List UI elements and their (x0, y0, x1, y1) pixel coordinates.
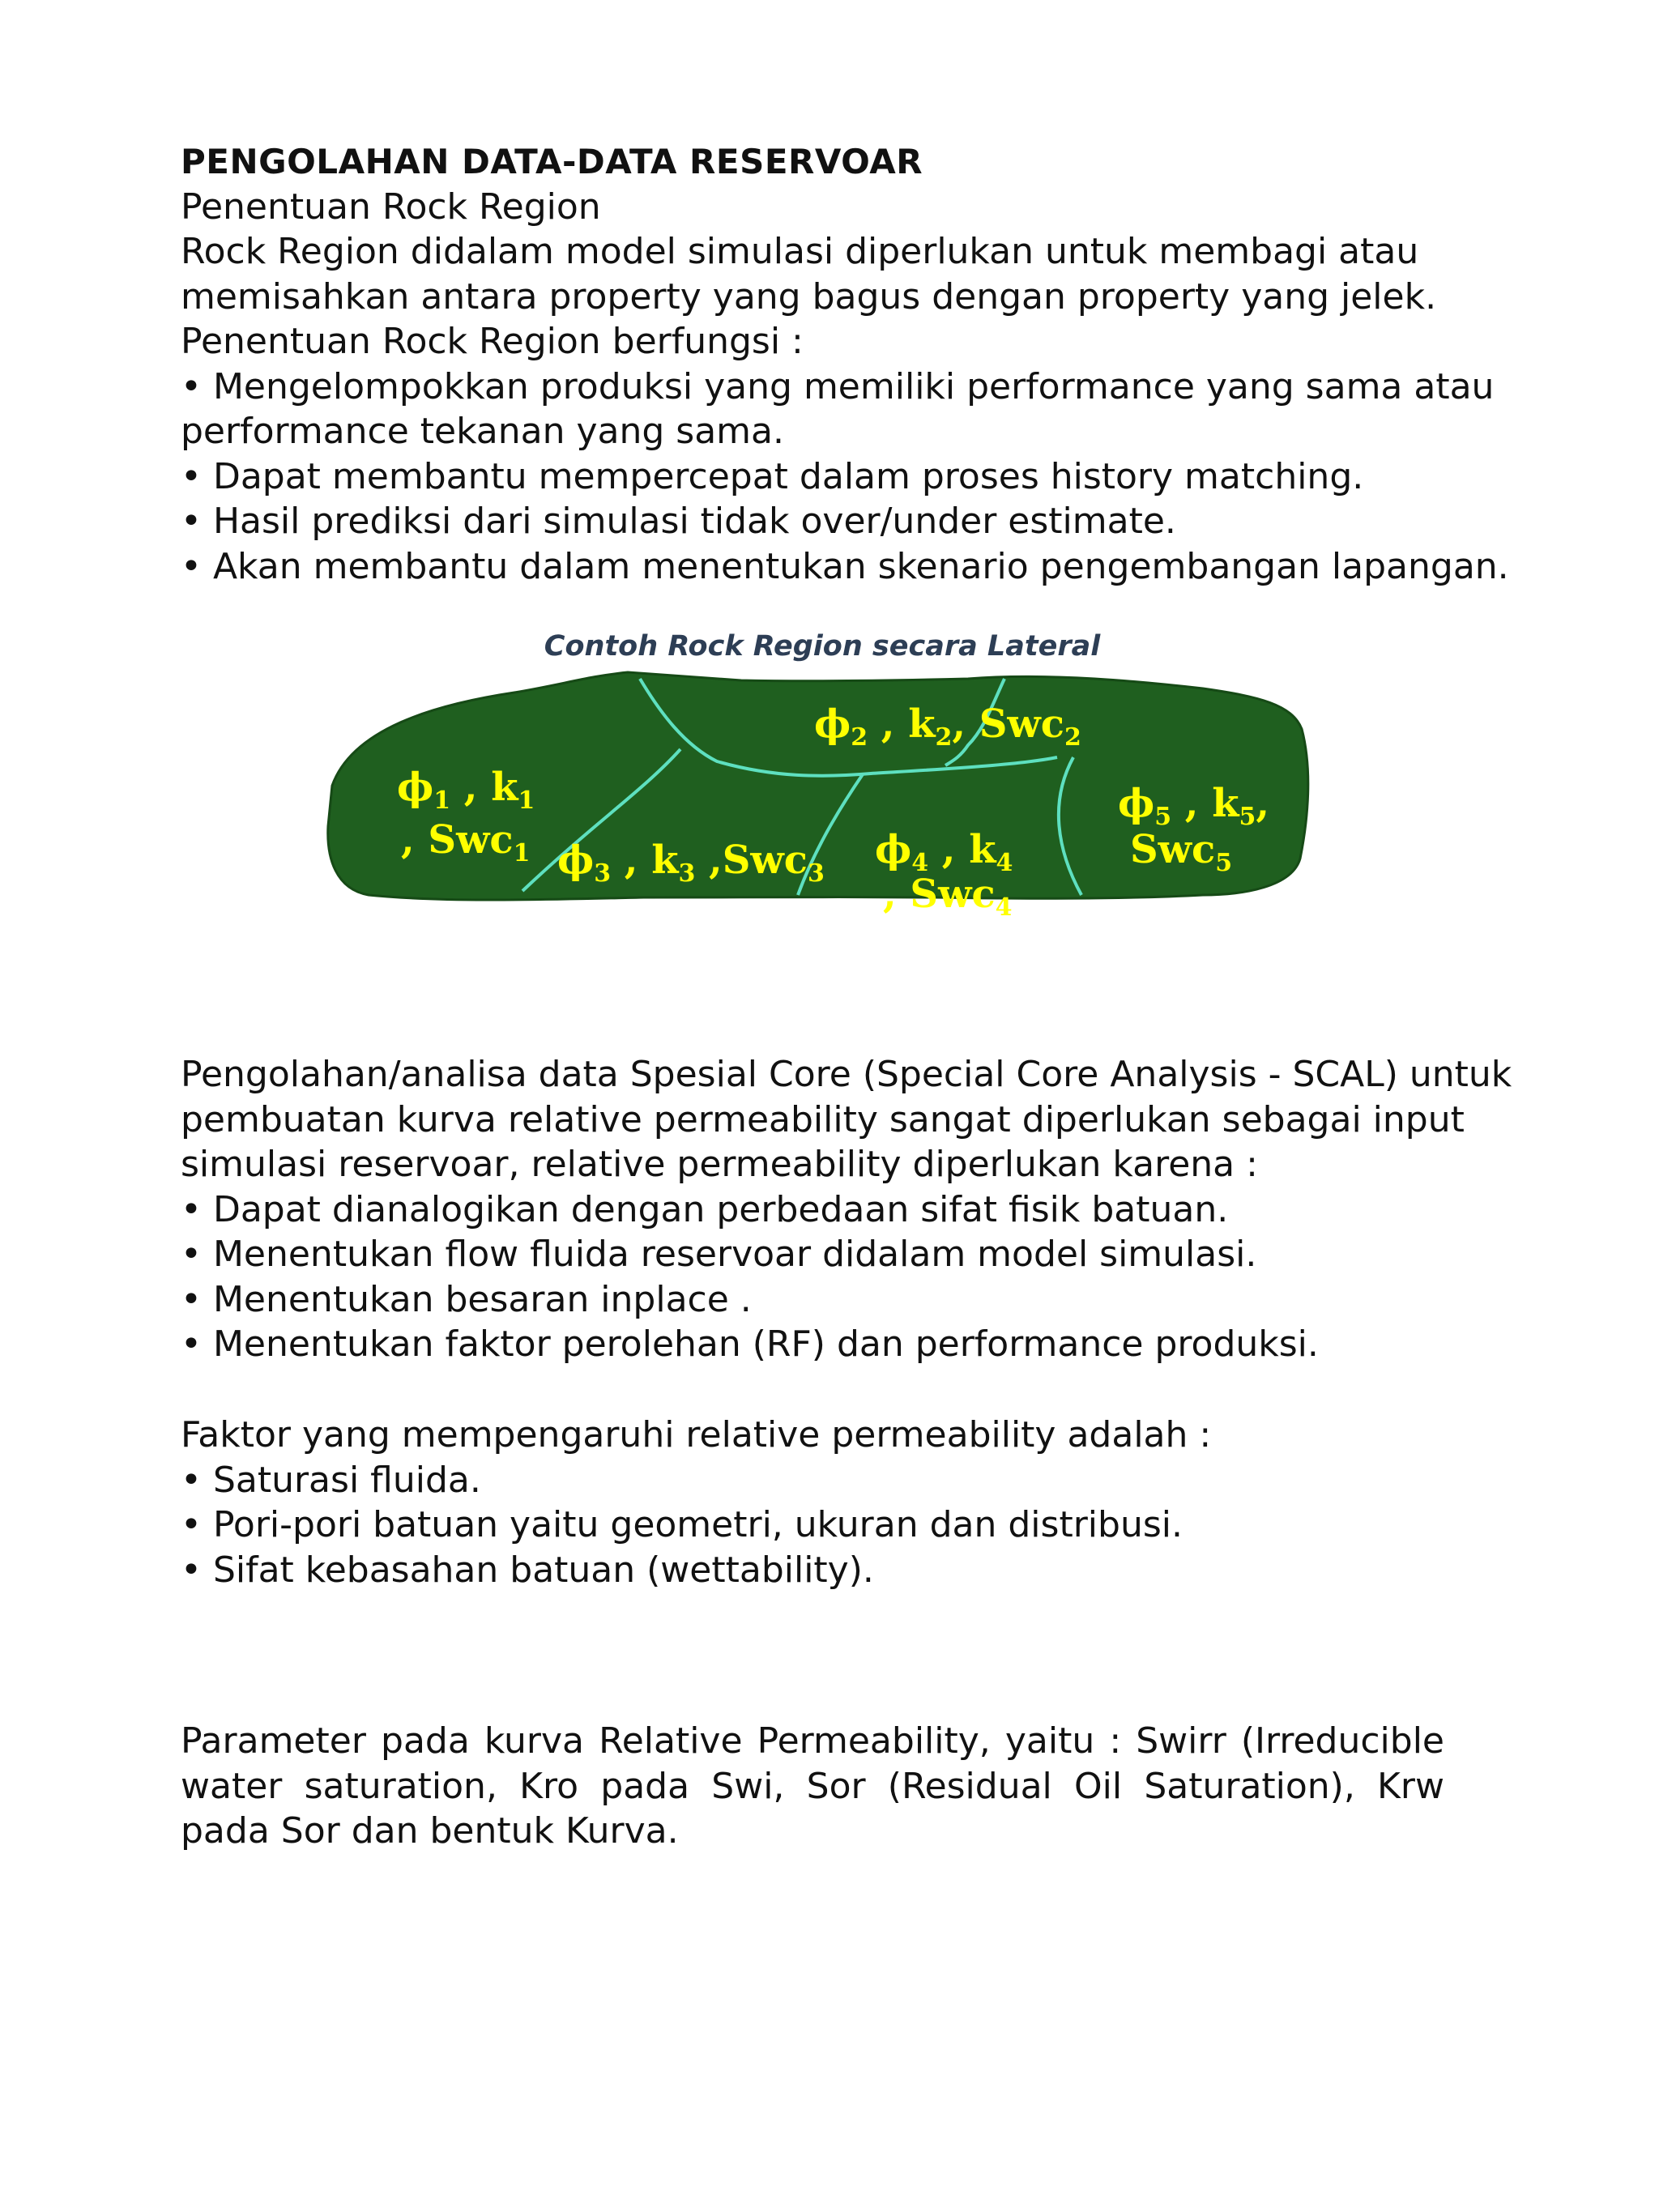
rock-region-figure (320, 616, 1324, 972)
bullet-item: • Dapat membantu mempercepat dalam proses history matching. (181, 455, 1364, 497)
bullet-item: • Menentukan besaran inplace . (181, 1278, 752, 1320)
subheading-rock-region: Penentuan Rock Region (181, 185, 601, 228)
bullet-item: • Menentukan faktor perolehan (RF) dan performance produksi. (181, 1323, 1319, 1365)
section-factors (181, 1413, 1461, 1592)
bullet-item: • Hasil prediksi dari simulasi tidak over/under estimate. (181, 501, 1176, 542)
region-4-label-bottom: , Swc$_4$ (883, 872, 1013, 922)
paragraph-line: Rock Region didalam model simulasi diperlukan untuk membagi atau (181, 231, 1419, 272)
region-1-label-bottom: , Swc$_1$ (401, 817, 531, 867)
region-5-label-bottom: Swc$_5$ (1130, 827, 1233, 877)
bullet-item: • Pori-pori batuan yaitu geometri, ukuran dan distribusi. (181, 1504, 1183, 1545)
paragraph-line: Penentuan Rock Region berfungsi : (181, 321, 804, 362)
section-rock-region (181, 139, 1509, 589)
region-5-label-top: $\phi_5$ , $k_5$, (1118, 781, 1270, 831)
bullet-item: • Dapat dianalogikan dengan perbedaan sifat fisik batuan. (181, 1188, 1229, 1230)
parameters-paragraph: Parameter pada kurva Relative Permeability, yaitu : Swirr (Irreducible water saturation, Kro pada Swi, Sor (Residual Oil Saturation), Krw pada Sor dan bentuk Kurva. (181, 1720, 1444, 1852)
bullet-item: • Menentukan flow fluida reservoar didalam model simulasi. (181, 1234, 1257, 1275)
paragraph-line: memisahkan antara property yang bagus dengan property yang jelek. (181, 275, 1437, 318)
rock-region-diagram (320, 616, 1324, 972)
paragraph-line: Pengolahan/analisa data Spesial Core (Special Core Analysis - SCAL) untuk (181, 1054, 1512, 1095)
section-parameters (181, 1719, 1444, 1854)
section-scal (181, 1052, 1512, 1367)
document-title: PENGOLAHAN DATA-DATA RESERVOAR (181, 142, 923, 181)
paragraph-line: Faktor yang mempengaruhi relative permeability adalah : (181, 1414, 1212, 1455)
region-1-label-top: $\phi_1$ , $k_1$ (397, 765, 535, 815)
paragraph-line: performance tekanan yang sama. (181, 411, 784, 452)
paragraph-line: simulasi reservoar, relative permeability diperlukan karena : (181, 1144, 1258, 1185)
region-3-label: $\phi_3$ , $k_3$ ,Swc$_3$ (557, 837, 825, 888)
bullet-item: • Saturasi fluida. (181, 1459, 481, 1501)
bullet-item: • Sifat kebasahan batuan (wettability). (181, 1549, 874, 1591)
bullet-item: • Akan membantu dalam menentukan skenario pengembangan lapangan. (181, 545, 1509, 587)
region-2-label: $\phi_2$ , $k_2$, Swc$_2$ (814, 701, 1081, 752)
figure-caption: Contoh Rock Region secara Lateral (544, 630, 1101, 663)
bullet-item: • Mengelompokkan produksi yang memiliki performance yang sama atau (181, 365, 1495, 407)
paragraph-line: pembuatan kurva relative permeability sangat diperlukan sebagai input (181, 1098, 1465, 1140)
region-4-label-top: $\phi_4$ , $k_4$ (875, 827, 1013, 877)
